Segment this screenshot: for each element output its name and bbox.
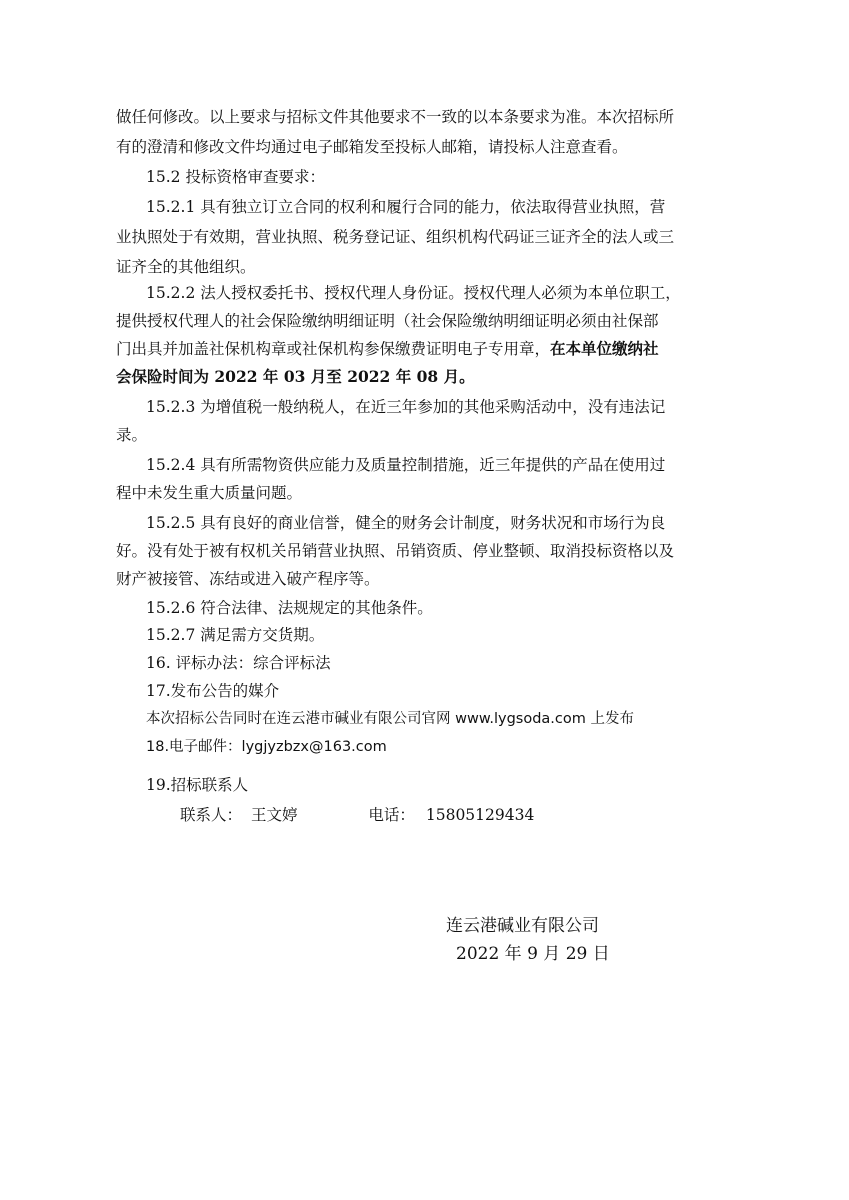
clause-15-2-5-line: 15.2.5 具有良好的商业信誉，健全的财务会计制度，财务状况和市场行为良 bbox=[146, 514, 666, 532]
phone-number: 15805129434 bbox=[425, 806, 535, 824]
paragraph-line: 有的澄清和修改文件均通过电子邮箱发至投标人邮箱，请投标人注意查看。 bbox=[116, 138, 628, 156]
clause-15-2-1-line: 业执照处于有效期，营业执照、税务登记证、组织机构代码证三证齐全的法人或三 bbox=[116, 228, 675, 246]
contact-row bbox=[180, 804, 580, 826]
clause-15-2-1-line: 15.2.1 具有独立订立合同的权利和履行合同的能力，依法取得营业执照，营 bbox=[146, 198, 666, 216]
clause-15-2-4-line: 程中未发生重大质量问题。 bbox=[116, 484, 303, 502]
signature-company: 连云港碱业有限公司 bbox=[446, 916, 599, 936]
clause-15-2-2-line: 15.2.2 法人授权委托书、授权代理人身份证。授权代理人必须为本单位职工， bbox=[146, 284, 681, 302]
clause-15-2-1-line: 证齐全的其他组织。 bbox=[116, 258, 256, 276]
section-18-email: 18.电子邮件：lygjyzbzx@163.com bbox=[146, 739, 387, 755]
clause-15-2-3-line: 15.2.3 为增值税一般纳税人，在近三年参加的其他采购活动中，没有违法记 bbox=[146, 398, 666, 416]
clause-15-2-3-line: 录。 bbox=[116, 426, 148, 444]
signature-date: 2022 年 9 月 29 日 bbox=[456, 944, 610, 964]
section-19-title: 19.招标联系人 bbox=[146, 776, 249, 794]
paragraph-line: 做任何修改。以上要求与招标文件其他要求不一致的以本条要求为准。本次招标所 bbox=[116, 108, 675, 126]
section-17-title: 17.发布公告的媒介 bbox=[146, 682, 280, 700]
bold-requirement-text: 在本单位缴纳社 bbox=[550, 339, 659, 358]
section-heading-15-2: 15.2 投标资格审查要求： bbox=[146, 168, 325, 186]
clause-15-2-5-line: 财产被接管、冻结或进入破产程序等。 bbox=[116, 570, 380, 588]
clause-15-2-2-line bbox=[116, 338, 736, 360]
contact-label: 联系人： bbox=[180, 806, 243, 824]
clause-15-2-4-line: 15.2.4 具有所需物资供应能力及质量控制措施，近三年提供的产品在使用过 bbox=[146, 456, 666, 474]
section-17-body: 本次招标公告同时在连云港市碱业有限公司官网 www.lygsoda.com 上发布 bbox=[146, 711, 634, 727]
bold-requirement-text: 会保险时间为 2022 年 03 月至 2022 年 08 月。 bbox=[116, 367, 475, 386]
clause-15-2-7: 15.2.7 满足需方交货期。 bbox=[146, 626, 325, 644]
phone-label: 电话： bbox=[368, 806, 415, 824]
clause-15-2-2-line: 提供授权代理人的社会保险缴纳明细证明（社会保险缴纳明细证明必须由社保部 bbox=[116, 312, 659, 330]
section-16: 16. 评标办法：综合评标法 bbox=[146, 654, 331, 672]
clause-15-2-6: 15.2.6 符合法律、法规规定的其他条件。 bbox=[146, 599, 433, 617]
clause-15-2-5-line: 好。没有处于被有权机关吊销营业执照、吊销资质、停业整顿、取消投标资格以及 bbox=[116, 542, 675, 560]
contact-name: 王文婷 bbox=[250, 806, 298, 824]
clause-15-2-2-text: 门出具并加盖社保机构章或社保机构参保缴费证明电子专用章， bbox=[116, 340, 551, 358]
